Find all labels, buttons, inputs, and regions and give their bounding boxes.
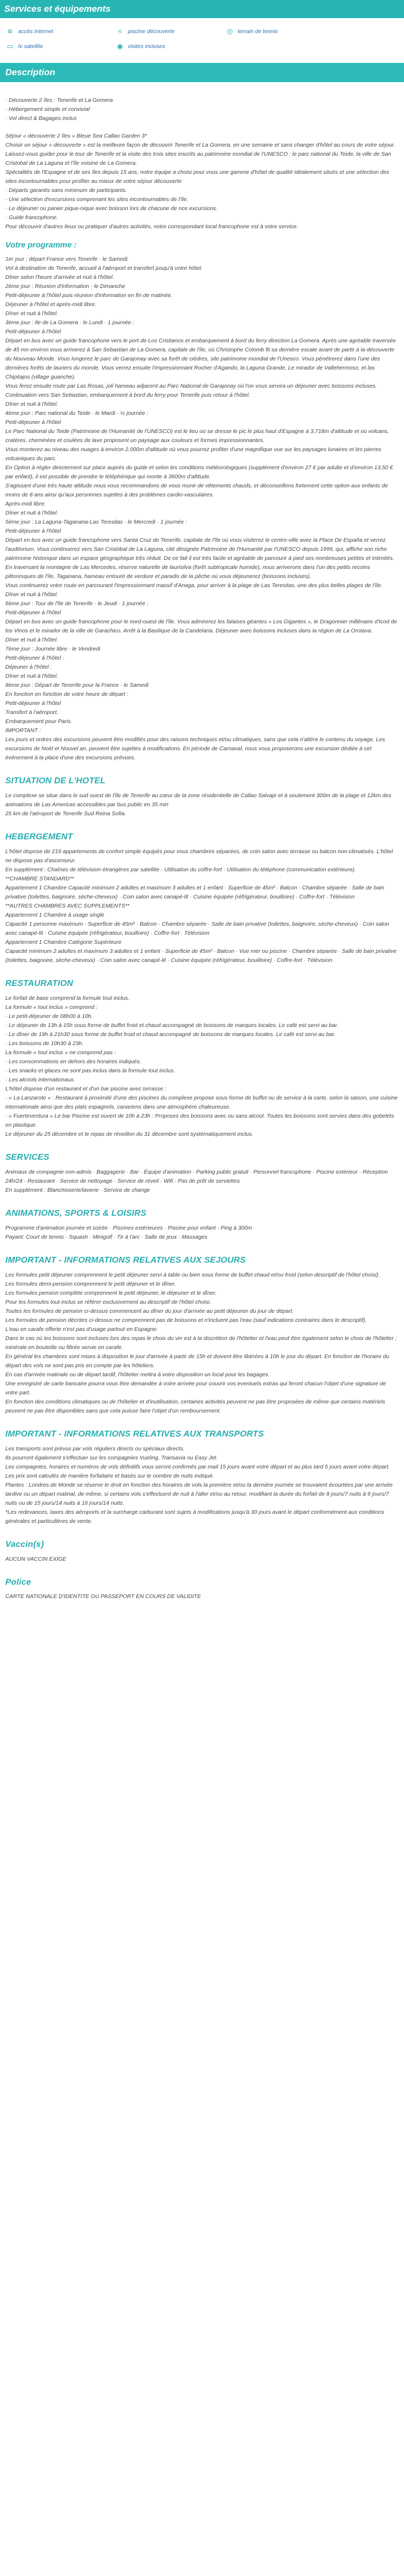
- programme-line: 8ème jour : Départ de Tenerife pour la France · le Samedi: [5, 682, 149, 689]
- important-sejours-text: [5, 1271, 399, 1416]
- situation-text: [5, 791, 399, 818]
- services-line: Animaux de compagnie non-admis · Baggagerie · Bar · Équipe d'animation · Parking public gratuit · Personnel francophone · Piscine extérieur · Réception 24h/24 · Restaurant · Service de nettoyage · Service de réveil · Wifi · Pas de prêt de serviettes: [5, 1168, 388, 1184]
- hebergement-line: Capacité minimum 2 adultes et maximum 3 adultes et 1 enfant · Superficie de 45m² · Balcon · Vue mer ou piscine · Chambre séparée · Salle de bain privative (toilettes, baignoire, sèche-cheveux) · Coin salon avec canapé-lit · Cuisine équipée (réfrigérateur, bouilloire) · Coffre-fort · Télévision: [5, 948, 397, 964]
- important-transports-line: Les transports sont prévus par vols réguliers directs ou spéciaux directs.: [5, 1445, 185, 1452]
- important-sejours-line: L'eau en carafe offerte n'est pas d'usage partout en Espagne.: [5, 1326, 158, 1333]
- situation-title: SITUATION DE L'HOTEL: [5, 776, 106, 786]
- restauration-line: · Les snacks et glaces ne sont pas inclus dans la formule tout inclus.: [5, 1068, 175, 1074]
- intro-line: · Découverte 2 îles : Tenerife et La Gomera: [5, 97, 113, 103]
- programme-line: 6ème jour : Tour de l'île de Tenerife · le Jeudi · 1 journée :: [5, 600, 149, 607]
- amenity-label: visites incluses: [128, 43, 166, 50]
- amenity-label: tv satellite: [18, 43, 43, 50]
- police-text: CARTE NATIONALE D'IDENTITE OU PASSEPORT EN COURS DE VALIDITE: [5, 1593, 201, 1600]
- programme-line: Vol à destination de Tenerife, accueil à l'aéroport et transfert jusqu'à votre hôtel.: [5, 265, 203, 272]
- programme-line: 5ème jour : La Laguna-Taganana-Las Teresitas · le Mercredi · 1 journée :: [5, 519, 187, 526]
- programme-line: Vous ferez ensuite route par Las Rosas, joli hameau adjacent au Parc National de Garajonay où l'on vous servira un déjeuner avec boissons incluses. Continuation vers San Sebastian, embarquement à bord du ferry pour Tenerife puis retour à l'hôtel.: [5, 383, 377, 399]
- amenity-excursions: [115, 42, 225, 51]
- description-title: Description: [5, 67, 55, 78]
- restauration-line: · Les boissons de 10h30 à 23h.: [5, 1040, 84, 1047]
- restauration-line: Le déjeuner du 25 décembre et le repas de réveillon du 31 décembre sont systématiquement inclus.: [5, 1131, 254, 1138]
- programme-line: En traversant la montagne de Las Mercedes, réserve naturelle de laurisilva (forêt subtropicale humide), nous arriverons dans l'un des petits recoins pittoresques de l'île, Taganana, hameau entouré de verdure et paradis de la pêche où vous déjeunerez (boissons incluses).: [5, 564, 370, 580]
- description-para: Choisir un séjour « découverte » est la meilleure façon de découvrir Tenerife et La Gomera, en une semaine et sans changer d'hôtel au cours de votre séjour. Laissez-vous guider pour le tour de Tenerife et la visite des trois sites inscrits au patrimoine mondial de l'UNESCO : le parc national du Teide, la ville de San Cristobal de La Laguna et l'île voisine de La Gomera.: [5, 142, 395, 166]
- animations-line: Payant: Court de tennis · Squash · Minigolf · Tir à l'arc · Salle de jeux · Massages: [5, 1233, 207, 1240]
- programme-line: Après-midi libre.: [5, 501, 46, 508]
- amenities-list: [0, 18, 404, 53]
- programme-line: Les jours et ordres des excursions peuvent être modifiés pour des raisons techniques et/ou climatiques, sans que cela n'altère le contenu du voyage. Les excursions de Noël et Nouvel an, peuvent être sujettes à modifications. En période de Carnaval, nous vous proposerons une excursion dédiée à cet événement à la place d'une des excursions prévues.: [5, 736, 385, 761]
- amenity-internet: [5, 27, 115, 36]
- restauration-title: RESTAURATION: [5, 979, 74, 989]
- hebergement-line: Appartement 1 Chambre Catégorie Supérieure: [5, 939, 122, 946]
- important-sejours-line: Une enregistré de carte bancaire pourra vous être demandée à votre arrivée pour couvrir vos eventuels extras qui feront chacun l'objet d'une signature de votre part.: [5, 1380, 386, 1396]
- amenity-label: piscine découverte: [128, 28, 175, 35]
- programme-line: Petit-déjeuner à l'hôtel: [5, 419, 61, 426]
- important-sejours-line: En fonction des conditions climatiques ou de l'hôtelier et d'inutilisation, certaines activités peuvent ne pas être proposées de même que certains matériels peuvent ne pas être disponibles sans que cela puisse faire l'objet d'un remboursement.: [5, 1398, 385, 1414]
- programme-line: En Option à régler directement sur place auprès du guide et selon les conditions météorologiques (supplément d'environ 27 € par adulte et d'environ 13,50 € par enfant), il est possible de prendre le téléphérique qui monte à 3600m d'altitude.: [5, 464, 393, 480]
- vaccins-title: Vaccin(s): [5, 1539, 44, 1549]
- programme-line: Petit-déjeuner à l'hôtel :: [5, 655, 64, 662]
- programme-line: IMPORTANT :: [5, 727, 41, 734]
- important-sejours-title: IMPORTANT - INFORMATIONS RELATIVES AUX SEJOURS: [5, 1255, 246, 1265]
- programme-line: Dîner et nuit à l'hôtel.: [5, 310, 58, 317]
- important-transports-line: Ils pourront également s'effectuer sur les compagnies Vueling, Transavia ou Easy Jet.: [5, 1454, 218, 1461]
- programme-line: 1er jour : départ France vers Tenerife · le Samedi.: [5, 256, 129, 263]
- intro-list: [5, 96, 399, 123]
- restauration-line: L'hôtel dispose d'un restaurant et d'un bar piscine avec terrasse :: [5, 1086, 166, 1093]
- programme-line: Dîner et nuit à l'hôtel.: [5, 637, 58, 644]
- amenity-pool: [115, 27, 225, 36]
- restauration-line: La formule « tout inclus » comprend :: [5, 1004, 98, 1011]
- services-header-title: Services et équipements: [4, 4, 111, 14]
- important-transports-text: [5, 1445, 399, 1526]
- programme-line: 4ème jour : Parc national du Teide · le Mardi · ½ journée :: [5, 410, 149, 417]
- hebergement-line: **CHAMBRE STANDARD**: [5, 876, 74, 882]
- services-line: En supplément : Blanchisserie/laverie · Service de change: [5, 1186, 150, 1193]
- amenity-label: terrain de tennis: [238, 28, 278, 35]
- programme-line: En fonction en fonction de votre heure de départ :: [5, 691, 128, 698]
- programme-line: Déjeuner à l'hôtel :: [5, 664, 52, 671]
- restauration-line: La formule « tout inclus » ne comprend pas :: [5, 1049, 116, 1056]
- restauration-line: · « La Lanzarote » : Restaurant à proximité d'une des piscines du complexe propose sous forme de buffet ou de service à la carte, selon la saison, une cuisine internationale ainsi que des plats espagnols, canariens dans une atmosphère chaleureuse.: [5, 1095, 398, 1111]
- amenity-tennis: [225, 27, 335, 36]
- description-para: Spécialités de l'Espagne et de ses îles depuis 15 ans, notre équipe a choisi pour vous une gamme d'hôtel de qualité idéalement situés et une sélection des sites incontournables pour profiter au mieux de votre séjour découverte: [5, 169, 390, 184]
- animations-line: Programme d'animation journée et soirée · Piscines extérieures · Piscine pour enfant · Ping à 300m: [5, 1224, 253, 1231]
- hebergement-line: **AUTRES CHAMBRES AVEC SUPPLEMENTS**: [5, 903, 130, 910]
- animations-text: [5, 1224, 399, 1242]
- animations-title: ANIMATIONS, SPORTS & LOISIRS: [5, 1208, 147, 1218]
- description-para: Séjour « découverte 2 îles » Bleue Sea Callao Garden 3*: [5, 133, 147, 139]
- programme-line: 3ème jour : Ile de La Gomera · le Lundi · 1 journée :: [5, 319, 134, 326]
- important-transports-line: Plantes : Londres de Monde se réserve le droit en fonction des horaires de vols la première et/ou la dernière journée se trouvaient écourtées par une arrivée tardive ou un départ matinal, de même, si certains vols s'effectuent de nuit à l'aller et/ou au retour, modifiant la durée du forfait de 8 jours/7 nuits à 9 jours/7 nuits ou de 15 jours/14 nuits à 16 jours/14 nuits.: [5, 1481, 393, 1506]
- description-para: · Guide francophone.: [5, 214, 58, 221]
- programme-line: Transfert à l'aéroport.: [5, 709, 59, 716]
- important-sejours-line: Les formules demi-pension comprennent le petit déjeuner et le dîner.: [5, 1280, 176, 1287]
- tv-icon: ▭: [6, 42, 14, 51]
- programme-line: S'agissant d'une très haute altitude nous vous recommandons de vous munir de vêtements chauds, et déconseillons fortement cette option aux enfants de moins de 8 ans ainsi qu'aux personnes sujettes à des problèmes cardio-vasculaires.: [5, 483, 388, 499]
- programme-line: Petit-déjeuner à l'hôtel: [5, 700, 61, 707]
- programme-line: Départ en bus avec un guide francophone vers le port de Los Cristianos et embarquement à bord du ferry direction La Gomera. Après une agréable traversée de 45 mn environ vous arriverez à San Sebastian de La Gomera, capitale de l'île, où Christophe Colomb fit sa dernière escale avant de partir à la découverte du Nouveau Monde. Vous longerez le parc de Garajonay avec sa forêt de ciédres, site patrimoine mondial de l'Unesco. Vous pénétrerez dans l'une des dernières forêts de lauriers du monde. Vous verrez ensuite l'impressionnant Rocher d'Agando, la Laguna Grande, Le mirador de Vallehermoso, et las Chipitajos (village guanche).: [5, 338, 396, 381]
- programme-line: Dîner et nuit à l'hôtel.: [5, 591, 58, 598]
- situation-line: 25 km de l'aéroport de Tenerife Sud Reina Sofia.: [5, 810, 126, 817]
- important-transports-line: Les prix sont calculés de manière forfaitaire et basés sur le nombre de nuits indiqué.: [5, 1472, 214, 1479]
- programme-title: Votre programme :: [5, 240, 77, 250]
- programme-line: Vous continuerez votre route en parcourant l'impressionnant massif d'Anaga, pour arriver à la plage de Las Teresitas, une des plus belles plages de l'île.: [5, 582, 383, 589]
- important-sejours-line: Toutes les formules de pension ci-dessus commencent au dîner du jour d'arrivée au petit déjeuner du jour de départ.: [5, 1307, 294, 1314]
- programme-list: [5, 255, 399, 763]
- amenity-tv: [5, 42, 115, 51]
- programme-line: Petit-déjeuner à l'hôtel puis réunion d'information en fin de matinée.: [5, 292, 173, 299]
- hebergement-line: Capacité 1 personne maximum · Superficie de 45m² · Balcon · Chambre séparée · Salle de bain privative (toilettes, baignoire, sèche-cheveux) · Coin salon avec canapé-lit · Cuisine équipée (réfrigérateur, bouilloire) · Coffre-fort · Télévision: [5, 921, 390, 937]
- restauration-line: Le forfait de base comprend la formule tout inclus.: [5, 995, 130, 1002]
- restauration-line: · Le petit-déjeuner de 08h00 à 10h.: [5, 1013, 93, 1020]
- programme-line: Dîner et nuit à l'hôtel.: [5, 510, 58, 517]
- vaccins-text: AUCUN VACCIN EXIGE: [5, 1555, 67, 1562]
- important-sejours-line: Pour les formules tout inclus se référer exclusivement au descriptif de l'hôtel choisi.: [5, 1298, 212, 1305]
- intro-line: · Vol direct & Bagages inclus: [5, 115, 77, 122]
- services-header-bar: [0, 0, 404, 18]
- important-sejours-line: Les formules de pension décrites ci-dessus ne comprennent pas de boissons et n'incluent pas l'eau (sauf indications contraires dans le descriptif).: [5, 1317, 367, 1323]
- programme-line: Dîner et nuit à l'hôtel.: [5, 401, 58, 408]
- situation-line: Le complexe se situe dans le sud ouest de l'île de Tenerife au cœur de la zone résidentielle de Callao Salvaje et à seulement 300m de la plage et 12km des animations de Las Americas accessibles par bus public en 35 min: [5, 792, 392, 808]
- programme-line: Petit-déjeuner à l'hôtel: [5, 328, 61, 335]
- tennis-icon: ◎: [227, 27, 233, 36]
- excursion-icon: ◉: [117, 42, 123, 51]
- programme-line: Dîner selon l'heure d'arrivée et nuit à l'hôtel.: [5, 274, 114, 281]
- important-sejours-line: Dans le cas où les boissons sont incluses lors des repas le choix du vin est à la discrétion de l'hôtelier et l'eau peut être également selon le choix de l'hôtelier ; minérale en bouteille ou filtrée servie en carafe.: [5, 1335, 397, 1351]
- description-bar: [0, 63, 404, 82]
- hebergement-line: Appartement 1 Chambre à usage single: [5, 912, 104, 919]
- pool-icon: ≈: [118, 27, 122, 36]
- amenity-label: accès Internet: [18, 28, 53, 35]
- restauration-line: · « Fuerteventura » Le bar Piscine est ouvert de 10h à 23h : Proposes des boissons avec ou sans alcool. Toutes les boissons sont servies dans des gobelets en plastique.: [5, 1113, 394, 1129]
- important-sejours-line: En cas d'arrivée matinale ou de départ tardif, l'hôtelier mettra à votre disposition un local pour les bagages.: [5, 1371, 270, 1378]
- programme-line: Embarquement pour Paris.: [5, 718, 72, 725]
- programme-line: 7ème jour : Journée libre · le Vendredi: [5, 646, 101, 653]
- important-sejours-line: En général les chambres sont mises à disposition le jour d'arrivée à partir de 15h et doivent être libérées à 10h le jour du départ. En fonction de l'horaire du départ des vols ne sont pas pris en compte par les hôteliers.: [5, 1353, 390, 1369]
- programme-line: Départ en bus avec un guide francophone pour le nord-ouest de l'île. Vous admirerez les falaises géantes « Los Gigantes », le Dragonnier millénaire d'Icod de los Vinos et le mirador de la ville de Garachico. Arrêt à la Basilique de la Candelaria. Déjeuner avec boissons incluses dans la région de La Orotava.: [5, 619, 397, 635]
- important-sejours-line: Les formules pension complète comprennent le petit déjeuner, le déjeuner et le dîner.: [5, 1289, 217, 1296]
- programme-line: Départ en bus avec un guide francophone vers Santa Cruz de Tenerife, capitale de l'île où vous visiterez le centre-ville avec la Place De España et verrez l'auditorium. Vous continuerez vers San Cristóbal de La Laguna, cité désignée Patrimoine de l'Humanité par l'UNESCO depuis 1999, qui, affiche son riche patrimoine historique dans un espace géographique très réduit. De ce fait il est très facile et agréable de parcourir à pied ses nombreuses petites et intimités.: [5, 537, 394, 562]
- programme-line: Dîner et nuit à l'hôtel.: [5, 673, 58, 680]
- description-content: [0, 82, 404, 1601]
- intro-line: · Hébergement simple et convivial: [5, 106, 90, 113]
- programme-line: Déjeuner à l'hôtel et après-midi libre.: [5, 301, 96, 308]
- services-title: SERVICES: [5, 1153, 50, 1162]
- programme-line: Le Parc National du Teide (Patrimoine de l'Humanité de l'UNESCO) est le lieu où se dresse le pic le plus haut d'Espagne à 3,718m d'altitude et où volcans, cratères, cheminées et coulées de lave proposent un paysage aux couleurs et formes impressionnantes.: [5, 428, 389, 444]
- programme-line: Petit-déjeuner à l'hôtel: [5, 609, 61, 616]
- wifi-icon: ≋: [7, 27, 13, 36]
- description-para: · Le déjeuner ou panier pique-nique avec boisson lors de chacune de nos excursions.: [5, 205, 218, 212]
- important-transports-line: *Les redevances, taxes des aéroports et la surcharge carburant sont sujets à modifications jusqu'à 30 jours avant le départ conformément aux conditions générales et particulières de vente.: [5, 1508, 384, 1524]
- restauration-line: · Les alcools internationaux.: [5, 1077, 75, 1084]
- important-transports-line: Les compagnies, horaires et numéros de vols définitifs vous seront confirmés par mail 15 jours avant votre départ et au plus tard 5 jours avant votre départ.: [5, 1463, 390, 1470]
- services-text: [5, 1168, 399, 1195]
- hebergement-title: HEBERGEMENT: [5, 832, 73, 842]
- programme-line: Petit-déjeuner à l'hôtel: [5, 528, 61, 535]
- programme-line: Vous monterez au niveau des nuages à environ 2.000m d'altitude où vous pourrez profiter d'une magnifique vue sur les paysages lunaires et les pierres volcaniques du parc.: [5, 446, 382, 462]
- hebergement-line: L'hôtel dispose de 219 appartements de confort simple équipés pour vous chambres séparées, de coin salon avec terrasse ou balcon non-climatisés. L'hôtel ne dispose pas d'ascenseur.: [5, 848, 393, 864]
- hebergement-line: Appartement 1 Chambre Capacité minimum 2 adultes et maximum 3 adultes et 1 enfant · Superficie de 45m² · Balcon · Chambre séparée · Salle de bain privative (toilettes, baignoire, sèche-cheveux) · Coin salon avec canapé-lit · Cuisine équipée (réfrigérateur, bouilloire) · Coffre-fort · Télévision: [5, 885, 384, 901]
- hebergement-line: En supplément : Chaînes de télévision étrangères par satellite · Utilisation du coffre-fort · Utilisation du téléphone (communication extérieure).: [5, 866, 356, 873]
- description-para: · Une sélection d'excursions comprenant les sites incontournables de l'île.: [5, 196, 189, 203]
- description-para: Pour découvrir d'autres lieux ou pratiquer d'autres activités, notre correspondant local francophone est à votre service.: [5, 223, 298, 230]
- programme-line: 2ème jour : Réunion d'information · le Dimanche: [5, 283, 125, 290]
- restauration-line: · Le dîner de 19h à 21h30 sous forme de buffet froid et chaud accompagné de boissons de marques locales. Le café est servi au bar.: [5, 1031, 336, 1038]
- important-sejours-line: Les formules petit déjeuner comprennent le petit déjeuner servi à table ou bien sous forme de buffet chaud et/ou froid (selon descriptif de l'hôtel choisi).: [5, 1271, 380, 1278]
- description-para: · Départs garantis sans minimum de participants.: [5, 187, 127, 194]
- description-text: [5, 132, 399, 231]
- restauration-line: · Le déjeuner de 13h à 15h sous forme de buffet froid et chaud accompagné de boissons de marques locales. Le café est servi au bar.: [5, 1022, 338, 1029]
- hebergement-text: [5, 847, 399, 965]
- important-transports-title: IMPORTANT - INFORMATIONS RELATIVES AUX TRANSPORTS: [5, 1429, 264, 1439]
- police-title: Police: [5, 1577, 31, 1587]
- restauration-text: [5, 994, 399, 1139]
- restauration-line: · Les consommations en dehors des horaires indiqués.: [5, 1058, 142, 1065]
